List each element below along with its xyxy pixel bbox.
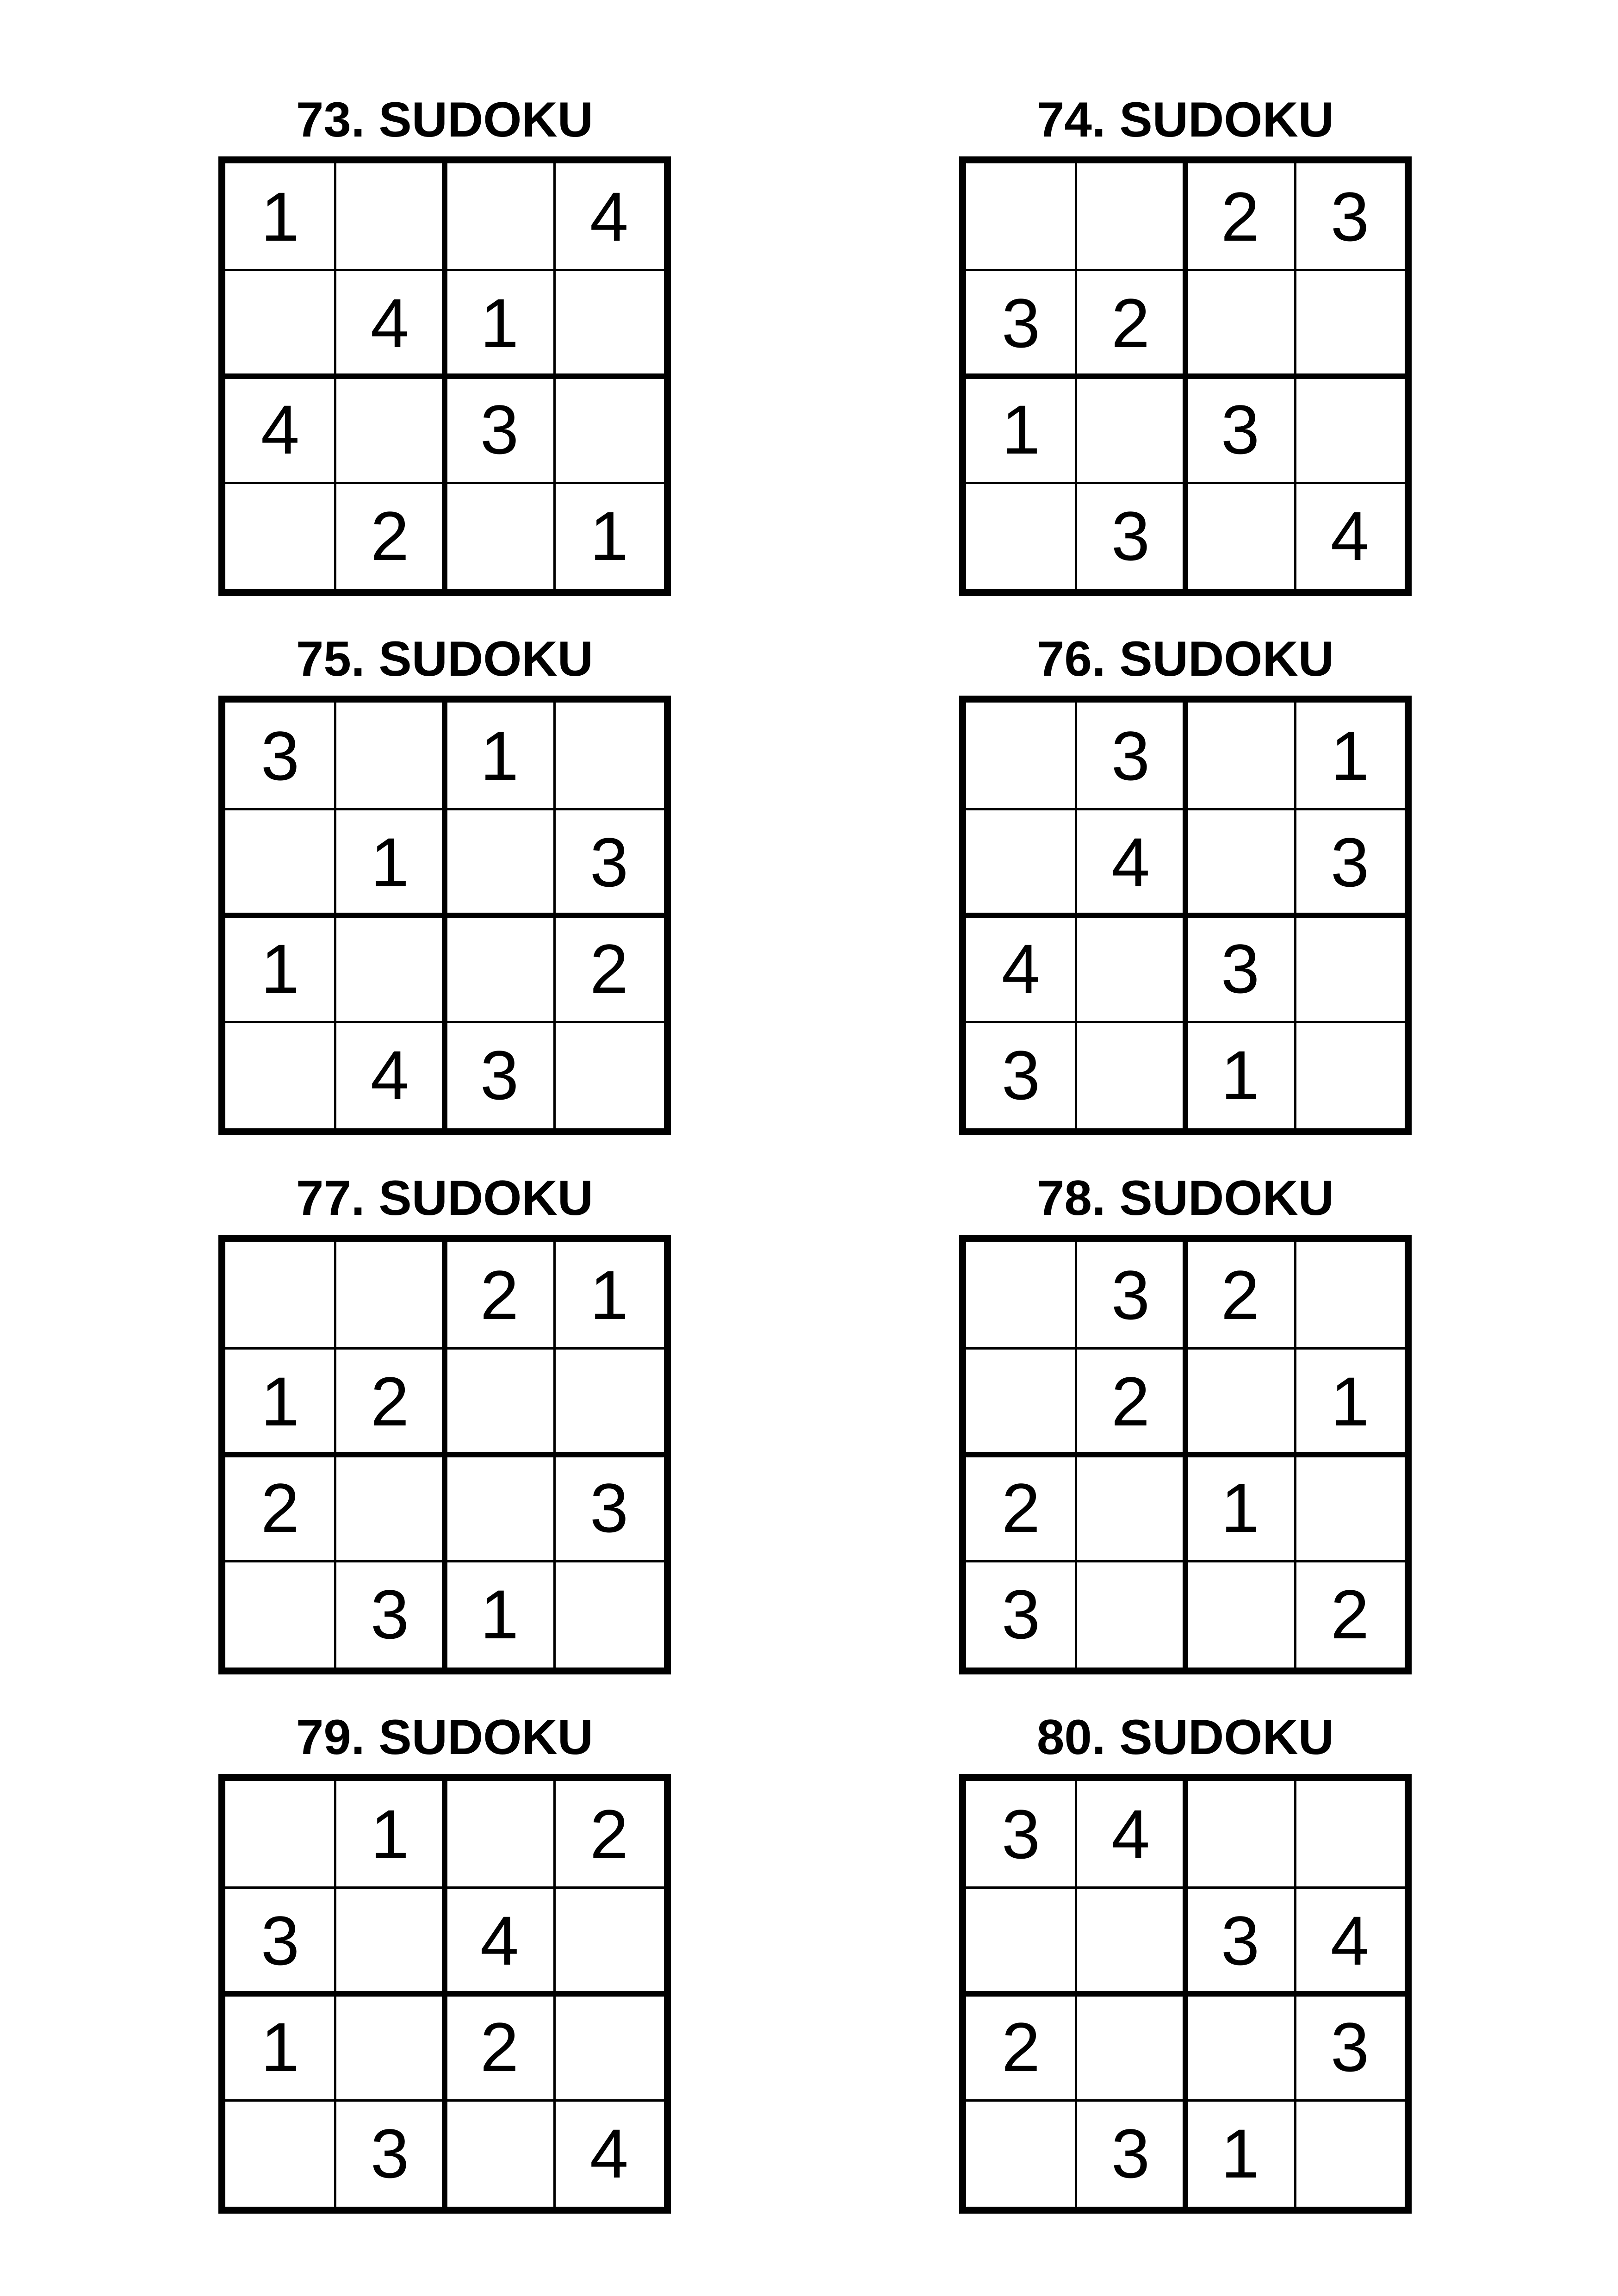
empty-cell[interactable]	[335, 703, 445, 809]
empty-cell[interactable]	[335, 1887, 445, 1994]
empty-cell[interactable]	[554, 1561, 664, 1668]
given-digit-cell: 3	[1111, 2114, 1150, 2192]
puzzle-title: 74. SUDOKU	[1036, 92, 1334, 147]
given-digit-cell: 2	[1001, 1468, 1041, 1547]
empty-cell[interactable]	[1295, 270, 1405, 376]
given-digit-cell: 2	[480, 2008, 519, 2086]
given-digit-cell: 3	[260, 1901, 300, 1979]
given-digit-cell: 3	[260, 716, 300, 795]
empty-cell[interactable]	[966, 2100, 1076, 2207]
empty-cell[interactable]	[966, 1887, 1076, 1994]
given-digit-cell: 1	[260, 177, 300, 255]
puzzle-title: 75. SUDOKU	[296, 631, 594, 686]
empty-cell[interactable]	[1076, 376, 1185, 483]
empty-cell[interactable]	[445, 809, 554, 915]
empty-cell[interactable]	[225, 1781, 335, 1887]
given-digit-cell: 1	[480, 716, 519, 795]
empty-cell[interactable]	[445, 163, 554, 270]
empty-cell[interactable]	[225, 1242, 335, 1348]
empty-cell[interactable]	[966, 703, 1076, 809]
given-digit-cell: 3	[1111, 497, 1150, 575]
empty-cell[interactable]	[1295, 376, 1405, 483]
empty-cell[interactable]	[1295, 1022, 1405, 1128]
empty-cell[interactable]	[335, 163, 445, 270]
empty-cell[interactable]	[554, 1348, 664, 1455]
given-digit-cell: 3	[1330, 177, 1370, 255]
given-digit-cell: 1	[480, 284, 519, 362]
given-digit-cell: 1	[589, 1256, 629, 1334]
empty-cell[interactable]	[445, 915, 554, 1022]
sudoku-grid	[218, 1235, 671, 1674]
given-digit-cell: 2	[589, 929, 629, 1008]
given-digit-cell: 2	[480, 1256, 519, 1334]
given-digit-cell: 4	[1111, 1795, 1150, 1873]
empty-cell[interactable]	[445, 483, 554, 589]
given-digit-cell: 3	[1221, 390, 1260, 468]
empty-cell[interactable]	[1185, 1348, 1295, 1455]
given-digit-cell: 4	[480, 1901, 519, 1979]
empty-cell[interactable]	[1185, 1994, 1295, 2100]
empty-cell[interactable]	[335, 376, 445, 483]
empty-cell[interactable]	[445, 1781, 554, 1887]
given-digit-cell: 1	[589, 497, 629, 575]
empty-cell[interactable]	[1076, 1022, 1185, 1128]
given-digit-cell: 3	[589, 823, 629, 901]
given-digit-cell: 1	[370, 1795, 409, 1873]
empty-cell[interactable]	[1076, 1561, 1185, 1668]
given-digit-cell: 2	[1221, 177, 1260, 255]
empty-cell[interactable]	[335, 1455, 445, 1561]
given-digit-cell: 4	[1111, 823, 1150, 901]
given-digit-cell: 4	[1001, 929, 1041, 1008]
empty-cell[interactable]	[335, 915, 445, 1022]
empty-cell[interactable]	[225, 1561, 335, 1668]
given-digit-cell: 4	[1330, 1901, 1370, 1979]
given-digit-cell: 3	[370, 1575, 409, 1653]
sudoku-grid	[959, 696, 1412, 1135]
given-digit-cell: 3	[1221, 929, 1260, 1008]
given-digit-cell: 2	[370, 1362, 409, 1440]
given-digit-cell: 4	[589, 177, 629, 255]
sudoku-grid	[959, 1774, 1412, 2214]
given-digit-cell: 1	[260, 2008, 300, 2086]
empty-cell[interactable]	[225, 809, 335, 915]
given-digit-cell: 3	[1330, 2008, 1370, 2086]
empty-cell[interactable]	[1185, 270, 1295, 376]
given-digit-cell: 2	[1221, 1256, 1260, 1334]
given-digit-cell: 4	[370, 284, 409, 362]
given-digit-cell: 1	[1330, 1362, 1370, 1440]
given-digit-cell: 3	[1111, 1256, 1150, 1334]
empty-cell[interactable]	[1295, 1781, 1405, 1887]
empty-cell[interactable]	[966, 809, 1076, 915]
sudoku-grid	[218, 1774, 671, 2214]
empty-cell[interactable]	[1295, 915, 1405, 1022]
given-digit-cell: 3	[1001, 284, 1041, 362]
empty-cell[interactable]	[1076, 915, 1185, 1022]
given-digit-cell: 3	[480, 390, 519, 468]
given-digit-cell: 3	[1111, 716, 1150, 795]
empty-cell[interactable]	[1295, 1455, 1405, 1561]
empty-cell[interactable]	[1185, 1561, 1295, 1668]
empty-cell[interactable]	[1185, 1781, 1295, 1887]
given-digit-cell: 2	[1330, 1575, 1370, 1653]
empty-cell[interactable]	[554, 1022, 664, 1128]
puzzle-title: 78. SUDOKU	[1036, 1170, 1334, 1226]
empty-cell[interactable]	[1076, 1994, 1185, 2100]
given-digit-cell: 2	[260, 1468, 300, 1547]
empty-cell[interactable]	[1295, 1242, 1405, 1348]
puzzle-title: 73. SUDOKU	[296, 92, 594, 147]
given-digit-cell: 4	[370, 1036, 409, 1114]
empty-cell[interactable]	[1185, 703, 1295, 809]
empty-cell[interactable]	[1076, 163, 1185, 270]
empty-cell[interactable]	[225, 2100, 335, 2207]
given-digit-cell: 1	[1330, 716, 1370, 795]
empty-cell[interactable]	[554, 1887, 664, 1994]
empty-cell[interactable]	[335, 1994, 445, 2100]
empty-cell[interactable]	[445, 2100, 554, 2207]
given-digit-cell: 3	[480, 1036, 519, 1114]
given-digit-cell: 3	[1001, 1575, 1041, 1653]
empty-cell[interactable]	[445, 1455, 554, 1561]
sudoku-grid	[218, 696, 671, 1135]
empty-cell[interactable]	[1185, 809, 1295, 915]
empty-cell[interactable]	[554, 376, 664, 483]
empty-cell[interactable]	[335, 1242, 445, 1348]
empty-cell[interactable]	[1076, 1455, 1185, 1561]
sudoku-grid	[959, 1235, 1412, 1674]
given-digit-cell: 2	[1111, 284, 1150, 362]
empty-cell[interactable]	[1185, 483, 1295, 589]
given-digit-cell: 2	[1111, 1362, 1150, 1440]
empty-cell[interactable]	[445, 1348, 554, 1455]
puzzle-title: 76. SUDOKU	[1036, 631, 1334, 686]
given-digit-cell: 1	[480, 1575, 519, 1653]
empty-cell[interactable]	[225, 1022, 335, 1128]
given-digit-cell: 1	[1221, 2114, 1260, 2192]
empty-cell[interactable]	[966, 1242, 1076, 1348]
empty-cell[interactable]	[966, 163, 1076, 270]
given-digit-cell: 4	[260, 390, 300, 468]
given-digit-cell: 3	[1330, 823, 1370, 901]
given-digit-cell: 3	[370, 2114, 409, 2192]
empty-cell[interactable]	[1076, 1887, 1185, 1994]
given-digit-cell: 1	[1221, 1036, 1260, 1114]
given-digit-cell: 1	[1221, 1468, 1260, 1547]
given-digit-cell: 3	[1221, 1901, 1260, 1979]
given-digit-cell: 2	[589, 1795, 629, 1873]
empty-cell[interactable]	[225, 270, 335, 376]
empty-cell[interactable]	[554, 270, 664, 376]
puzzle-title: 80. SUDOKU	[1036, 1709, 1334, 1765]
given-digit-cell: 3	[589, 1468, 629, 1547]
given-digit-cell: 1	[370, 823, 409, 901]
empty-cell[interactable]	[554, 1994, 664, 2100]
sudoku-grid	[218, 156, 671, 596]
puzzle-title: 79. SUDOKU	[296, 1709, 594, 1765]
given-digit-cell: 4	[1330, 497, 1370, 575]
sudoku-grid	[959, 156, 1412, 596]
given-digit-cell: 2	[370, 497, 409, 575]
given-digit-cell: 1	[260, 929, 300, 1008]
given-digit-cell: 2	[1001, 2008, 1041, 2086]
puzzle-title: 77. SUDOKU	[296, 1170, 594, 1226]
empty-cell[interactable]	[966, 1348, 1076, 1455]
given-digit-cell: 3	[1001, 1795, 1041, 1873]
given-digit-cell: 1	[1001, 390, 1041, 468]
given-digit-cell: 4	[589, 2114, 629, 2192]
empty-cell[interactable]	[554, 703, 664, 809]
empty-cell[interactable]	[966, 483, 1076, 589]
given-digit-cell: 1	[260, 1362, 300, 1440]
given-digit-cell: 3	[1001, 1036, 1041, 1114]
empty-cell[interactable]	[1295, 2100, 1405, 2207]
empty-cell[interactable]	[225, 483, 335, 589]
